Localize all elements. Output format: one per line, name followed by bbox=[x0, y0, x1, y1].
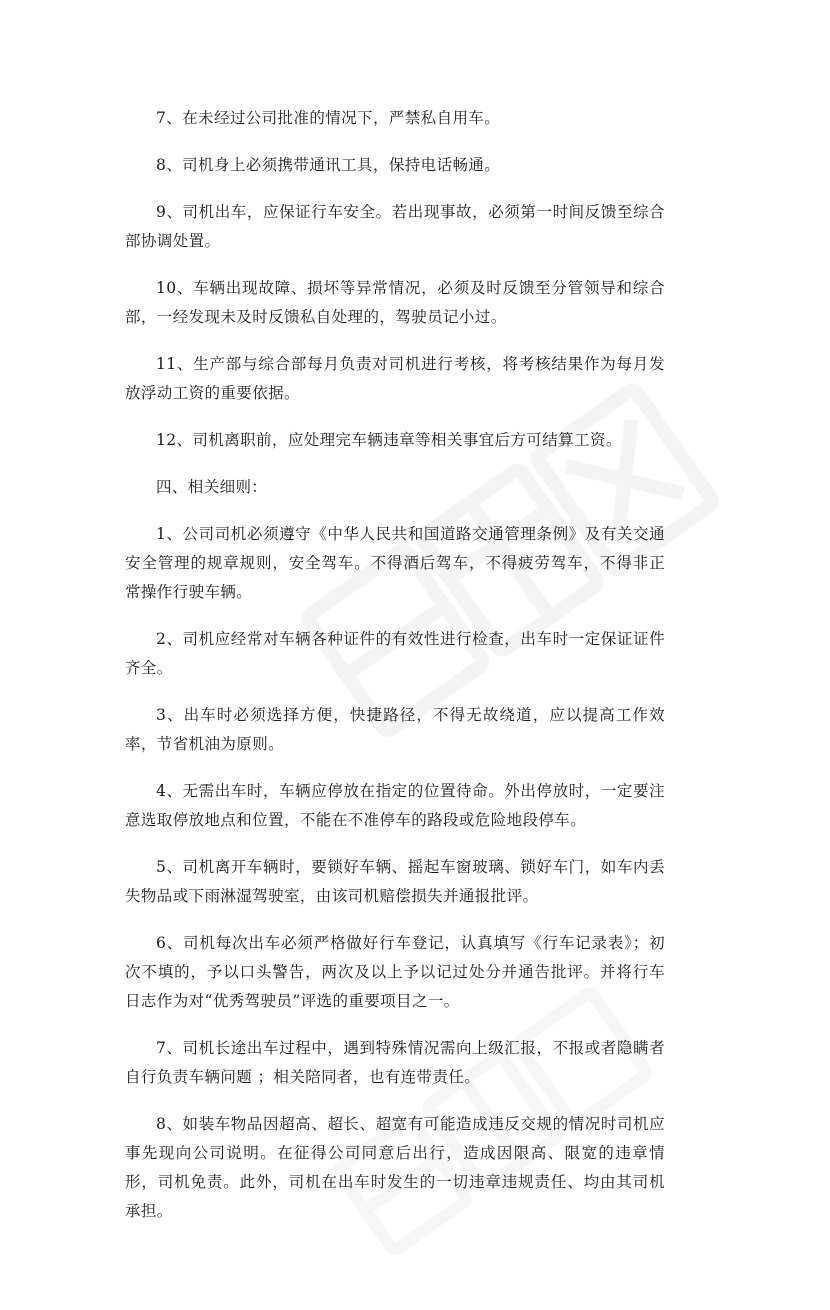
paragraph-rule-10: 10、车辆出现故障、损坏等异常情况，必须及时反馈至分管领导和综合部，一经发现未及时反馈私自处理的，驾驶员记小过。 bbox=[125, 279, 665, 326]
paragraph-rule-8: 8、司机身上必须携带通讯工具，保持电话畅通。 bbox=[156, 156, 501, 174]
section-heading-details: 四、相关细则： bbox=[156, 478, 268, 496]
paragraph-detail-1: 1、公司司机必须遵守《中华人民共和国道路交通管理条例》及有关交通安全管理的规章规则，安全驾车。不得酒后驾车，不得疲劳驾车，不得非正常操作行驶车辆。 bbox=[125, 525, 665, 601]
paragraph-detail-2: 2、司机应经常对车辆各种证件的有效性进行检查，出车时一定保证证件齐全。 bbox=[125, 630, 665, 677]
paragraph-detail-8: 8、如装车物品因超高、超长、超宽有可能造成违反交规的情况时司机应事先现向公司说明。在征得公司同意后出行，造成因限高、限宽的违章情形，司机免责。此外，司机在出车时发生的一切违章违规责任、均由其司机承担。 bbox=[125, 1115, 665, 1220]
paragraph-detail-3: 3、出车时必须选择方便，快捷路径，不得无故绕道，应以提高工作效率，节省机油为原则。 bbox=[125, 706, 665, 753]
paragraph-detail-7: 7、司机长途出车过程中，遇到特殊情况需向上级汇报，不报或者隐瞒者自行负责车辆问题 ；相关陪同者，也有连带责任。 bbox=[125, 1039, 665, 1086]
paragraph-rule-9: 9、司机出车，应保证行车安全。若出现事故，必须第一时间反馈至综合部协调处置。 bbox=[125, 203, 665, 250]
document-body bbox=[125, 104, 665, 1244]
paragraph-rule-7: 7、在未经过公司批准的情况下，严禁私自用车。 bbox=[156, 109, 501, 127]
paragraph-detail-5: 5、司机离开车辆时，要锁好车辆、摇起车窗玻璃、锁好车门，如车内丢失物品或下雨淋湿驾驶室，由该司机赔偿损失并通报批评。 bbox=[125, 858, 665, 905]
paragraph-rule-12: 12、司机离职前，应处理完车辆违章等相关事宜后方可结算工资。 bbox=[156, 431, 622, 449]
paragraph-detail-4: 4、无需出车时，车辆应停放在指定的位置待命。外出停放时，一定要注意选取停放地点和位置，不能在不准停车的路段或危险地段停车。 bbox=[125, 782, 665, 829]
paragraph-rule-11: 11、生产部与综合部每月负责对司机进行考核，将考核结果作为每月发放浮动工资的重要依据。 bbox=[125, 355, 665, 402]
paragraph-detail-6: 6、司机每次出车必须严格做好行车登记，认真填写《行车记录表》；初次不填的，予以口头警告，两次及以上予以记过处分并通告批评。并将行车日志作为对“优秀驾驶员”评选的重要项目之一。 bbox=[125, 934, 665, 1010]
